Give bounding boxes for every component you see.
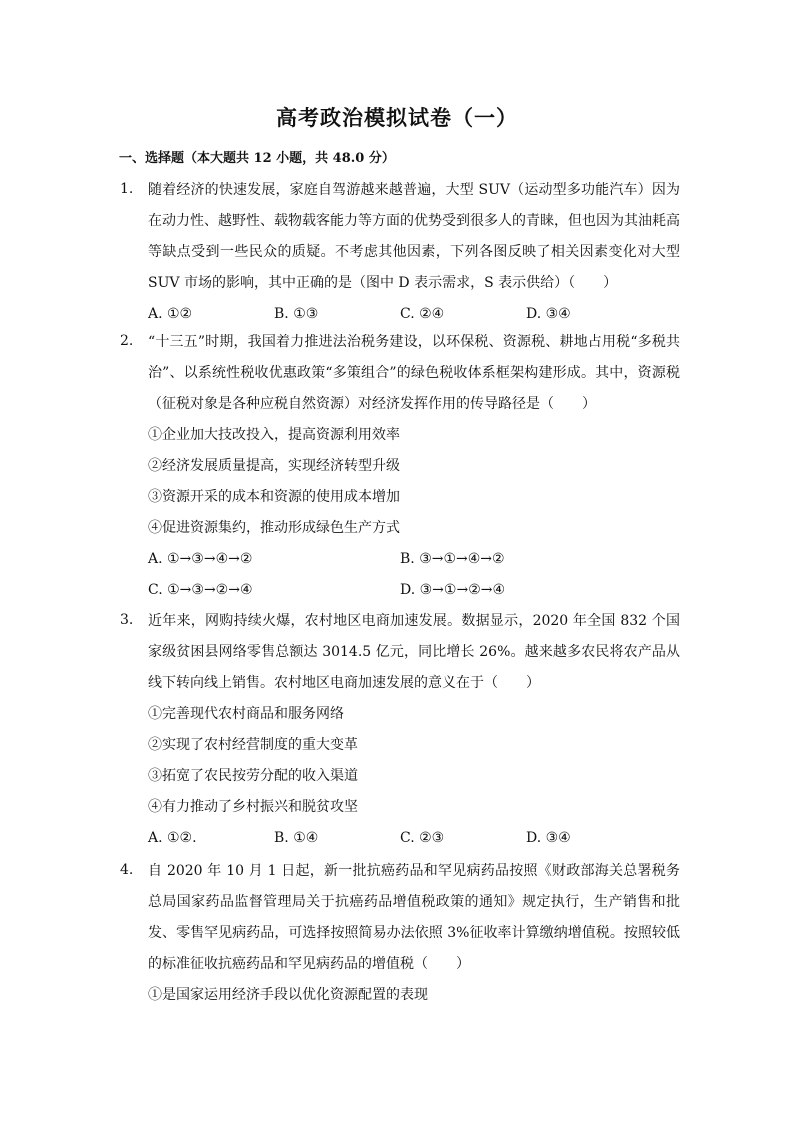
statement-2: ②经济发展质量提高，实现经济转型升级 (148, 458, 400, 474)
options-row (148, 823, 680, 854)
question-number: 3. (120, 612, 134, 628)
options-row (148, 299, 680, 330)
option-d[interactable]: D. ③→①→②→④ (400, 582, 506, 598)
option-a[interactable]: A. ①→③→④→② (148, 551, 253, 567)
statement-2: ②实现了农村经营制度的重大变革 (148, 737, 358, 753)
option-c[interactable]: C. ①→③→②→④ (148, 582, 253, 598)
question-stem: 自 2020 年 10 月 1 日起，新一批抗癌药品和罕见病药品按照《财政部海关总署税务总局国家药品监督管理局关于抗癌药品增值税政策的通知》规定执行，生产销售和批发、零售罕见病药品，可选择按照简易办法依照 3%征收率计算缴纳增值税。按照较低的标准征收抗癌药品和罕见病药品的增值税（ ） (148, 863, 680, 972)
statement-3: ③拓宽了农民按劳分配的收入渠道 (148, 768, 358, 784)
question-stem: “十三五”时期，我国着力推进法治税务建设，以环保税、资源税、耕地占用税“多税共治”、以系统性税收优惠政策“多策组合”的绿色税收体系框架构建形成。其中，资源税（征税对象是各种应税自然资源）对经济发挥作用的传导路径是（ ） (148, 334, 680, 412)
question-3 (120, 606, 680, 854)
statement-1: ①是国家运用经济手段以优化资源配置的表现 (148, 987, 428, 1003)
page-title: 高考政治模拟试卷（一） (276, 105, 518, 130)
question-2 (120, 327, 680, 606)
question-4 (120, 856, 680, 1011)
question-number: 4. (120, 862, 134, 878)
option-a[interactable]: A. ①② (148, 306, 193, 322)
question-stem: 近年来，网购持续火爆，农村地区电商加速发展。数据显示，2020 年全国 832 个国家级贫困县网络零售总额达 3014.5 亿元，同比增长 26%。越来越多农民将农产品从线下转向线上销售。农村地区电商加速发展的意义在于（ ） (148, 613, 680, 691)
option-d[interactable]: D. ③④ (526, 306, 571, 322)
option-c[interactable]: C. ②④ (400, 306, 445, 322)
section-heading: 一、选择题（本大题共 12 小题，共 48.0 分） (119, 151, 395, 166)
option-d[interactable]: D. ③④ (526, 830, 571, 846)
statement-3: ③资源开采的成本和资源的使用成本增加 (148, 489, 400, 505)
option-b[interactable]: B. ③→①→④→② (400, 551, 505, 567)
question-1 (120, 175, 680, 330)
question-number: 1. (120, 181, 134, 197)
statement-1: ①完善现代农村商品和服务网络 (148, 706, 344, 722)
options-row (148, 544, 680, 575)
statement-4: ④促进资源集约，推动形成绿色生产方式 (148, 520, 400, 536)
option-a[interactable]: A. ①②. (148, 830, 197, 846)
question-stem: 随着经济的快速发展，家庭自驾游越来越普遍，大型 SUV（运动型多功能汽车）因为在动力性、越野性、载物载客能力等方面的优势受到很多人的青睐，但也因为其油耗高等缺点受到一些民众的质疑。不考虑其他因素，下列各图反映了相关因素变化对大型 SUV 市场的影响，其中正确的是（图中 D 表示需求，S 表示供给）（ ） (148, 182, 680, 291)
option-b[interactable]: B. ①③ (274, 306, 319, 322)
question-number: 2. (120, 333, 134, 349)
option-b[interactable]: B. ①④ (274, 830, 319, 846)
options-row (148, 575, 680, 606)
statement-4: ④有力推动了乡村振兴和脱贫攻坚 (148, 799, 358, 815)
statement-1: ①企业加大技改投入，提高资源利用效率 (148, 427, 400, 443)
option-c[interactable]: C. ②③ (400, 830, 445, 846)
